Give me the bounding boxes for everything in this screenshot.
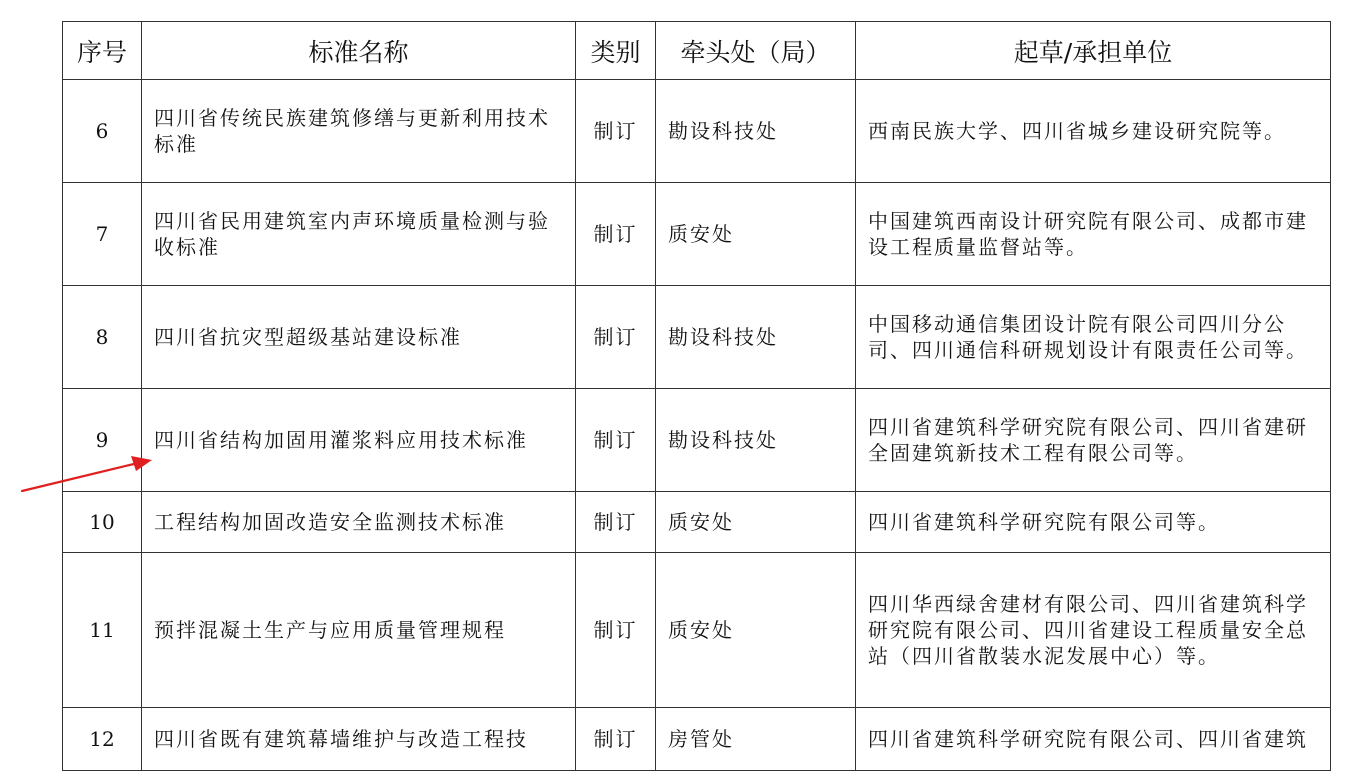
header-lead-dept: 牵头处（局） <box>656 22 856 80</box>
row-lead-dept: 勘设科技处 <box>656 80 856 183</box>
row-standard-name: 四川省结构加固用灌浆料应用技术标准 <box>142 389 576 492</box>
header-category: 类别 <box>576 22 656 80</box>
row-index: 6 <box>63 80 142 183</box>
row-lead-dept: 质安处 <box>656 183 856 286</box>
table-row <box>63 286 1331 389</box>
table-row <box>63 183 1331 286</box>
table-row <box>63 492 1331 553</box>
standards-table-container <box>62 21 1330 771</box>
row-standard-name: 四川省传统民族建筑修缮与更新利用技术标准 <box>142 80 576 183</box>
row-index: 10 <box>63 492 142 553</box>
row-drafter: 中国移动通信集团设计院有限公司四川分公司、四川通信科研规划设计有限责任公司等。 <box>856 286 1331 389</box>
row-category: 制订 <box>576 389 656 492</box>
row-lead-dept: 勘设科技处 <box>656 286 856 389</box>
row-drafter: 四川省建筑科学研究院有限公司、四川省建研全固建筑新技术工程有限公司等。 <box>856 389 1331 492</box>
header-standard-name: 标准名称 <box>142 22 576 80</box>
row-lead-dept: 质安处 <box>656 492 856 553</box>
table-row <box>63 708 1331 771</box>
row-drafter: 四川省建筑科学研究院有限公司、四川省建筑 <box>856 708 1331 771</box>
row-lead-dept: 房管处 <box>656 708 856 771</box>
table-row <box>63 389 1331 492</box>
row-lead-dept: 质安处 <box>656 553 856 708</box>
row-standard-name: 四川省民用建筑室内声环境质量检测与验收标准 <box>142 183 576 286</box>
row-lead-dept: 勘设科技处 <box>656 389 856 492</box>
row-drafter: 西南民族大学、四川省城乡建设研究院等。 <box>856 80 1331 183</box>
header-index: 序号 <box>63 22 142 80</box>
row-index: 11 <box>63 553 142 708</box>
table-row <box>63 80 1331 183</box>
header-drafter: 起草/承担单位 <box>856 22 1331 80</box>
row-category: 制订 <box>576 553 656 708</box>
row-category: 制订 <box>576 286 656 389</box>
row-category: 制订 <box>576 492 656 553</box>
row-standard-name: 四川省抗灾型超级基站建设标准 <box>142 286 576 389</box>
row-category: 制订 <box>576 183 656 286</box>
row-index: 12 <box>63 708 142 771</box>
row-drafter: 中国建筑西南设计研究院有限公司、成都市建设工程质量监督站等。 <box>856 183 1331 286</box>
row-drafter: 四川省建筑科学研究院有限公司等。 <box>856 492 1331 553</box>
standards-table <box>62 21 1331 771</box>
table-row <box>63 553 1331 708</box>
row-drafter: 四川华西绿舍建材有限公司、四川省建筑科学研究院有限公司、四川省建设工程质量安全总站（四川省散装水泥发展中心）等。 <box>856 553 1331 708</box>
row-index: 9 <box>63 389 142 492</box>
table-header-row <box>63 22 1331 80</box>
row-index: 8 <box>63 286 142 389</box>
row-index: 7 <box>63 183 142 286</box>
row-category: 制订 <box>576 80 656 183</box>
row-standard-name: 预拌混凝土生产与应用质量管理规程 <box>142 553 576 708</box>
row-standard-name: 四川省既有建筑幕墙维护与改造工程技 <box>142 708 576 771</box>
row-category: 制订 <box>576 708 656 771</box>
row-standard-name: 工程结构加固改造安全监测技术标准 <box>142 492 576 553</box>
